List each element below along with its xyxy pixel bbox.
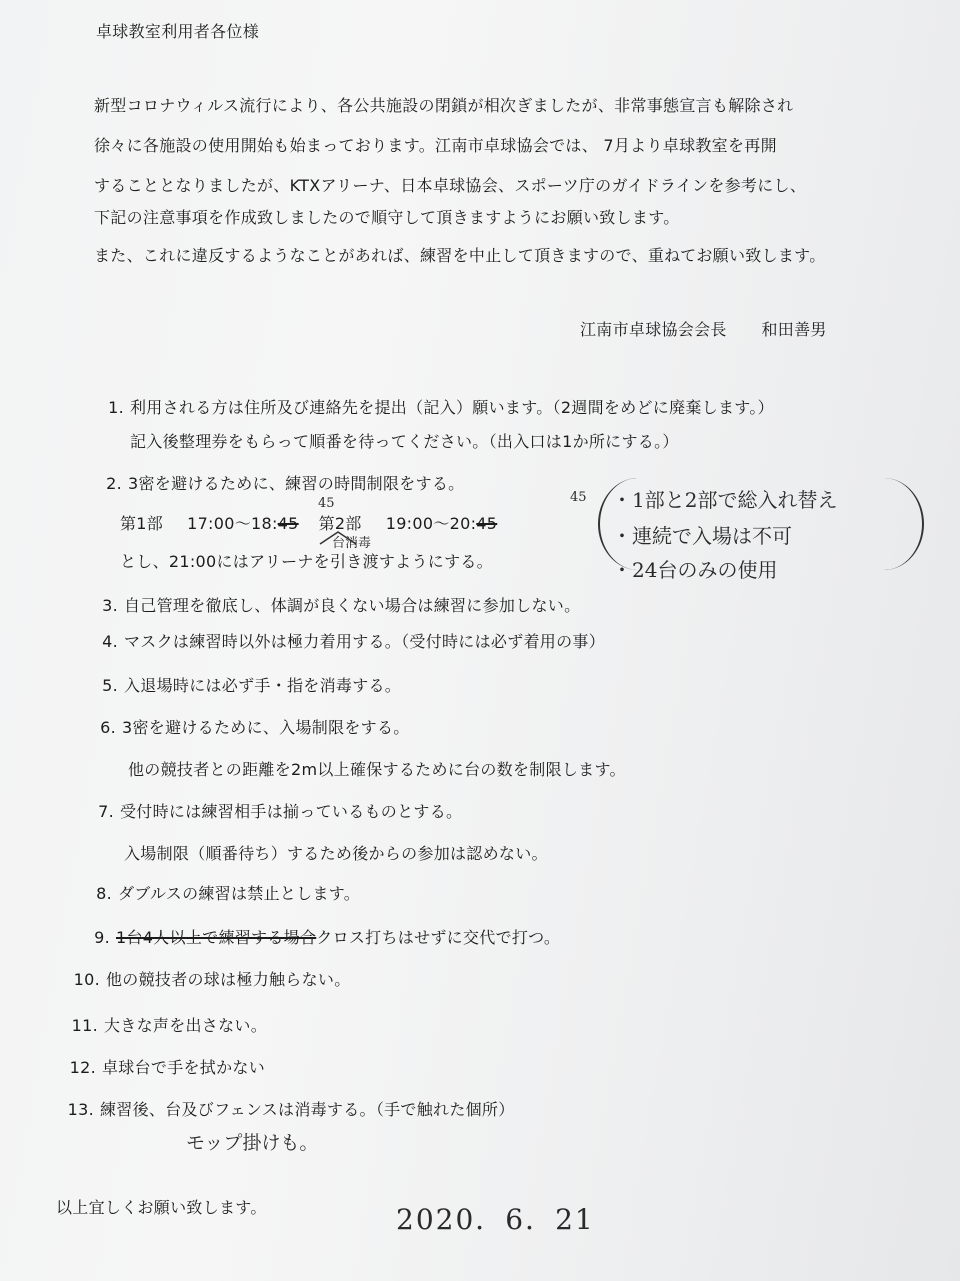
part1-label: 第1部 (120, 514, 164, 533)
rule-number: 5. (102, 676, 118, 695)
rule-number: 6. (100, 718, 116, 737)
hw-note-1: ・1部と2部で総入れ替え (612, 488, 838, 512)
hw-note-2: ・連続で入場は不可 (612, 524, 792, 548)
rule-text: 3密を避けるために、練習の時間制限をする。 (128, 474, 465, 493)
hw-caret-note: 台消毒 (332, 536, 372, 551)
rule-text: 卓球台で手を拭かない (102, 1058, 266, 1077)
rule-number: 11. (71, 1016, 98, 1035)
rule-13 (58, 1100, 515, 1120)
rule-text: マスクは練習時以外は極力着用する。（受付時には必ず着用の事） (124, 632, 606, 651)
hw-mop-note: モップ掛けも。 (186, 1132, 319, 1154)
rule-5 (90, 676, 401, 696)
rule-1 (96, 398, 774, 418)
signature (580, 320, 827, 340)
rule-text: 利用される方は住所及び連絡先を提出（記入）願います。（2週間をめどに廃棄します。） (130, 398, 774, 417)
rule-1-sub: 記入後整理券をもらって順番を待ってください。（出入口は1か所にする。） (130, 432, 679, 451)
rule-text: 大きな声を出さない。 (104, 1016, 268, 1035)
rule-11 (62, 1016, 267, 1036)
rule-9 (82, 928, 560, 948)
hw-part1-correction: 45 (318, 496, 335, 511)
addressee: 卓球教室利用者各位様 (96, 22, 260, 41)
signature-org: 江南市卓球協会会長 (580, 320, 727, 339)
part1-time: 17:00〜18: (187, 514, 278, 533)
closing: 以上宜しくお願い致します。 (56, 1198, 267, 1217)
rule-text: ダブルスの練習は禁止とします。 (118, 884, 361, 903)
rule-text: 練習後、台及びフェンスは消毒する。（手で触れた個所） (100, 1100, 515, 1119)
rule-text: 他の競技者の球は極力触らない。 (106, 970, 351, 989)
intro-line-5: また、これに違反するようなことがあれば、練習を中止して頂きますので、重ねてお願い致します。 (94, 246, 826, 265)
part2-label: 第2部 (318, 514, 362, 533)
intro-line-4: 下記の注意事項を作成致しましたので順守して頂きますようにお願い致します。 (94, 208, 680, 227)
signature-name: 和田善男 (761, 320, 827, 339)
rule-8 (84, 884, 360, 904)
rule-10 (64, 970, 351, 990)
rule-4 (90, 632, 605, 652)
rule-12 (60, 1058, 265, 1078)
intro-line-1: 新型コロナウィルス流行により、各公共施設の閉鎖が相次ぎましたが、非常事態宣言も解除され (94, 96, 794, 115)
rule-text: 3密を避けるために、入場制限をする。 (122, 718, 410, 737)
rule-number: 9. (94, 928, 110, 947)
part1-struck-minutes: 45 (277, 514, 299, 533)
rule-6-sub: 他の競技者との距離を2m以上確保するために台の数を制限します。 (128, 760, 626, 779)
rule-number: 10. (73, 970, 100, 989)
rule-number: 8. (96, 884, 112, 903)
rule-9-struck-text: 1台4人以上で練習する場合 (116, 928, 317, 947)
rule-2 (94, 474, 464, 494)
rule-6 (88, 718, 410, 738)
rule-number: 4. (102, 632, 118, 651)
rule-number: 3. (102, 596, 118, 615)
rule-2-schedule (120, 514, 497, 534)
rule-number: 7. (98, 802, 114, 821)
rule-7-sub: 入場制限（順番待ち）するため後からの参加は認めない。 (124, 844, 548, 863)
part2-time: 19:00〜20: (385, 514, 477, 533)
intro-line-2: 徐々に各施設の使用開始も始まっております。江南市卓球協会では、 7月より卓球教室を再開 (94, 136, 777, 155)
rule-text: 入退場時には必ず手・指を消毒する。 (124, 676, 402, 695)
hw-date: 2020．6．21 (396, 1203, 595, 1236)
rule-text: 自己管理を徹底し、体調が良くない場合は練習に参加しない。 (124, 596, 581, 615)
hw-part2-correction: 45 (570, 490, 587, 505)
rule-number: 13. (67, 1100, 94, 1119)
rule-number: 2. (106, 474, 122, 493)
hw-note-3: ・24台のみの使用 (612, 558, 778, 582)
part2-struck-minutes: 45 (476, 514, 498, 533)
rule-7 (86, 802, 462, 822)
rule-number: 12. (69, 1058, 96, 1077)
intro-line-3: することとなりましたが、KTXアリーナ、日本卓球協会、スポーツ庁のガイドラインを参考にし、 (94, 176, 807, 195)
rule-text: クロス打ちはせずに交代で打つ。 (316, 928, 561, 947)
rule-3 (90, 596, 580, 616)
rule-2-handover: とし、21:00にはアリーナを引き渡すようにする。 (120, 552, 493, 571)
rule-text: 受付時には練習相手は揃っているものとする。 (120, 802, 463, 821)
rule-number: 1. (108, 398, 124, 417)
